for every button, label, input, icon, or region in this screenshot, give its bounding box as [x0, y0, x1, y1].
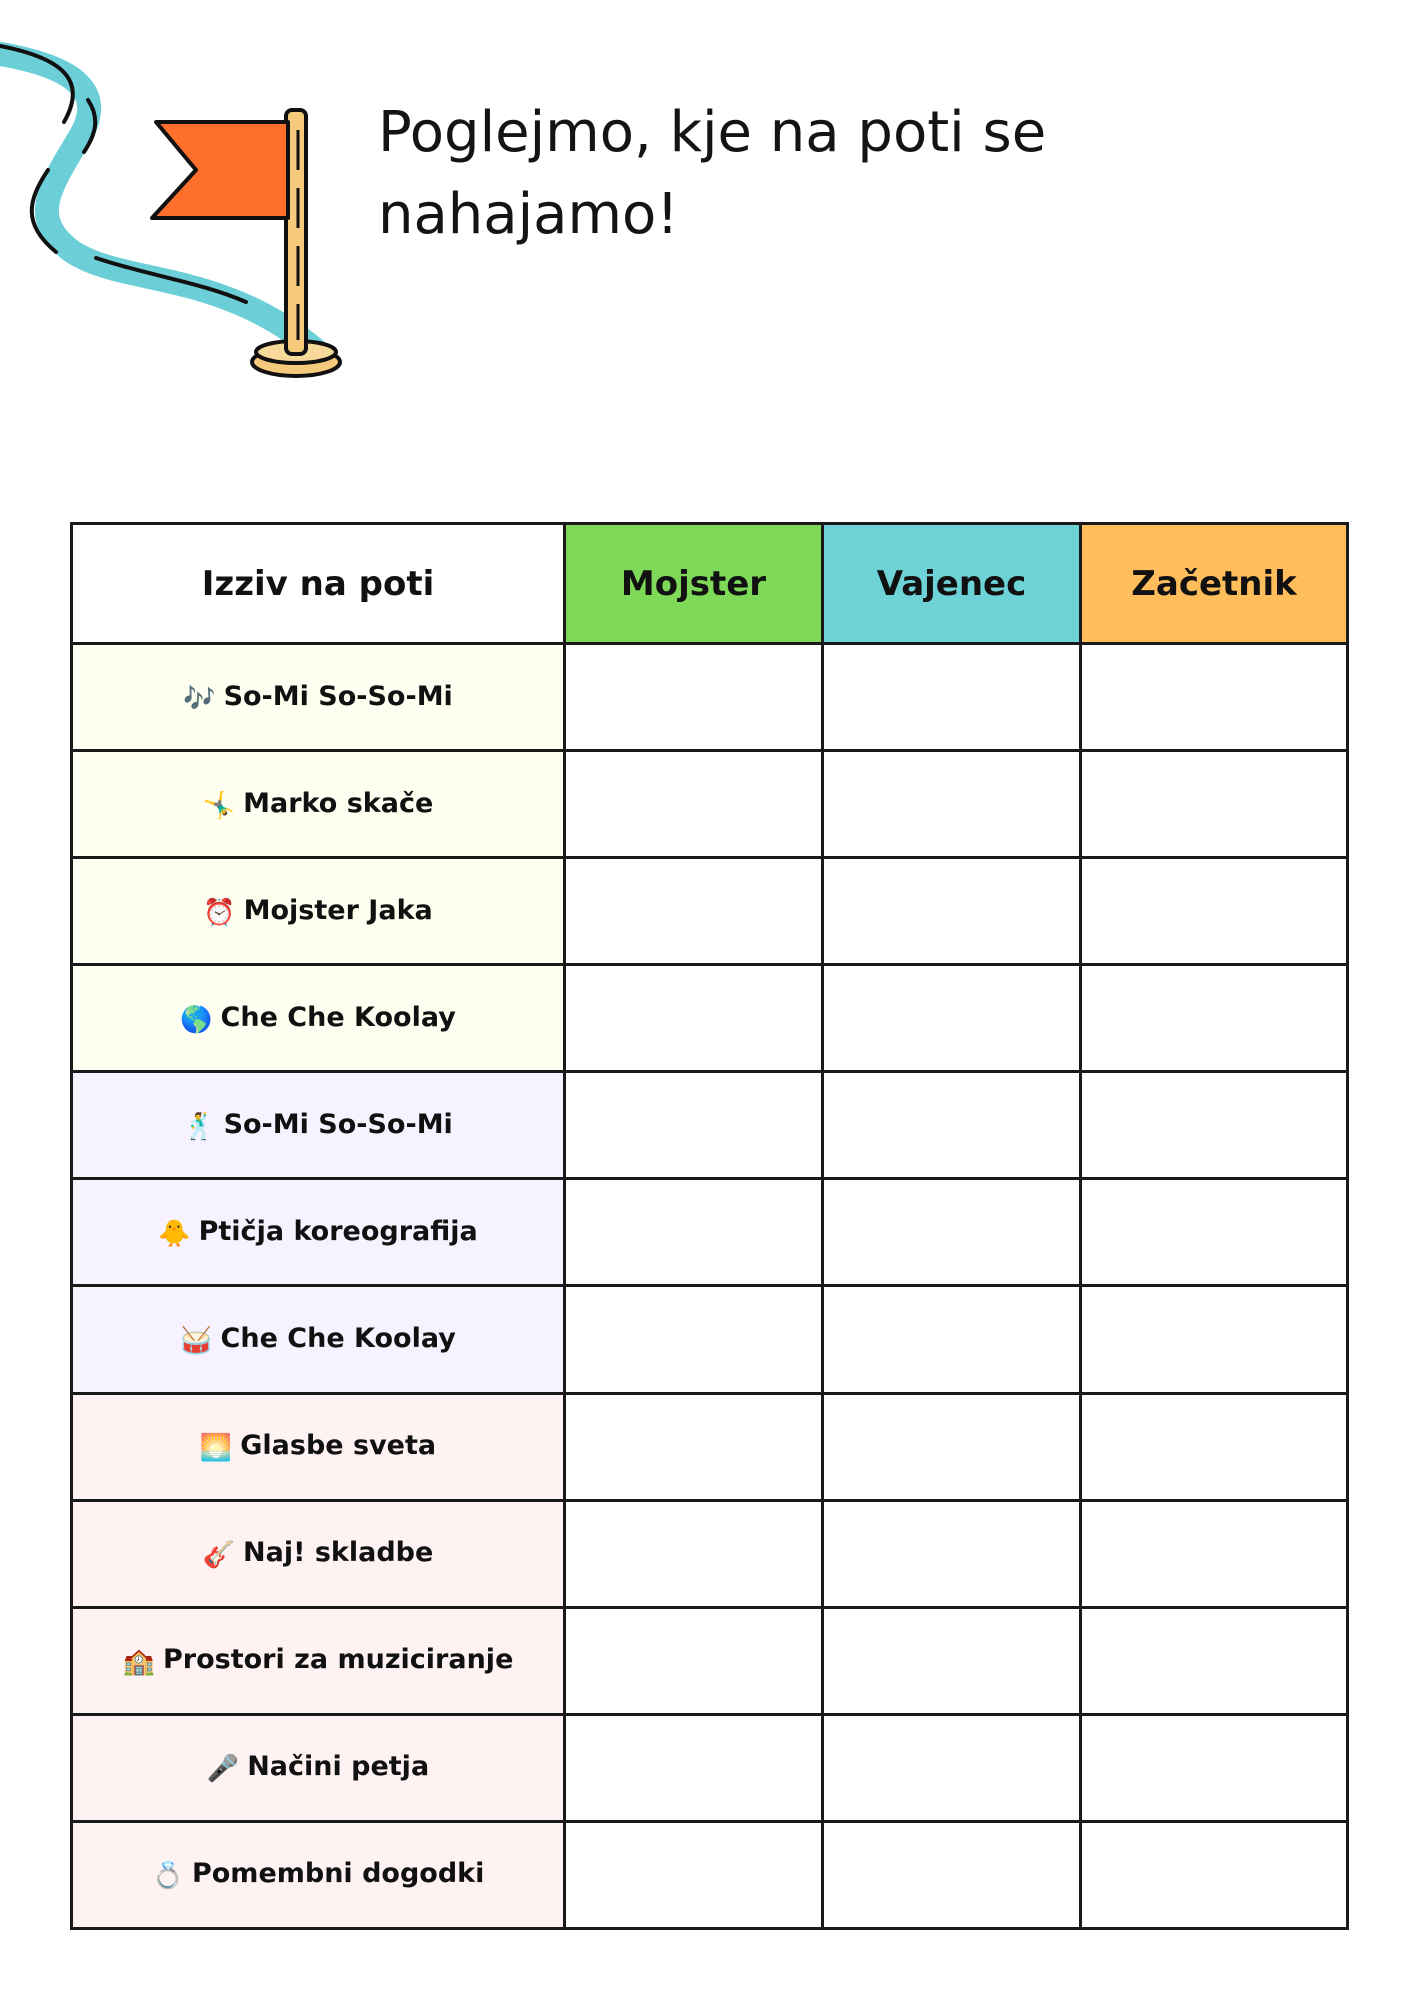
challenge-emoji-icon: 🎶 [183, 683, 216, 714]
table-header-row [72, 524, 1348, 644]
header-beginner: Začetnik [1081, 524, 1348, 644]
progress-cell-beginner[interactable] [1081, 644, 1348, 751]
challenge-emoji-icon: 🎤 [206, 1754, 240, 1785]
progress-cell-apprentice[interactable] [823, 1286, 1081, 1393]
challenge-label-cell [72, 644, 565, 751]
challenge-label: So-Mi So-So-Mi [223, 1108, 453, 1140]
challenge-label: Prostori za muziciranje [162, 1644, 514, 1676]
progress-cell-apprentice[interactable] [823, 1393, 1081, 1500]
progress-cell-master[interactable] [565, 1286, 823, 1393]
progress-cell-master[interactable] [565, 1179, 823, 1286]
challenge-label: Che Che Koolay [220, 1001, 456, 1033]
challenge-label: Načini petja [247, 1751, 430, 1783]
challenge-label: Che Che Koolay [220, 1323, 456, 1354]
page-title [378, 92, 1278, 256]
progress-cell-master[interactable] [565, 1714, 823, 1821]
table-row [72, 1179, 1348, 1286]
challenge-label-cell [72, 1393, 565, 1500]
challenge-label-cell [72, 1500, 565, 1607]
progress-cell-beginner[interactable] [1081, 858, 1348, 965]
progress-cell-apprentice[interactable] [823, 751, 1081, 858]
progress-cell-beginner[interactable] [1081, 1500, 1348, 1607]
challenge-emoji-icon: 🕺 [183, 1111, 216, 1142]
progress-cell-apprentice[interactable] [823, 1500, 1081, 1607]
progress-cell-beginner[interactable] [1081, 1286, 1348, 1393]
progress-cell-beginner[interactable] [1081, 751, 1348, 858]
header-challenge: Izziv na poti [72, 524, 565, 644]
challenge-label-cell [72, 965, 565, 1072]
table-row [72, 1714, 1348, 1821]
challenge-label-cell [72, 751, 565, 858]
progress-cell-master[interactable] [565, 751, 823, 858]
challenge-label-cell [72, 858, 565, 965]
challenge-emoji-icon: 🎸 [202, 1540, 236, 1571]
table-row [72, 965, 1348, 1072]
progress-cell-master[interactable] [565, 644, 823, 751]
progress-cell-beginner[interactable] [1081, 1393, 1348, 1500]
progress-cell-master[interactable] [565, 1072, 823, 1179]
challenge-label: Marko skače [243, 787, 434, 819]
progress-cell-beginner[interactable] [1081, 1179, 1348, 1286]
header-apprentice: Vajenec [823, 524, 1081, 644]
progress-cell-master[interactable] [565, 1393, 823, 1500]
challenge-emoji-icon: 🤸‍♂️ [202, 790, 236, 821]
progress-cell-beginner[interactable] [1081, 965, 1348, 1072]
table-row [72, 1821, 1348, 1928]
challenge-label: Mojster Jaka [243, 894, 433, 926]
progress-cell-master[interactable] [565, 1821, 823, 1928]
progress-cell-master[interactable] [565, 965, 823, 1072]
progress-cell-master[interactable] [565, 1500, 823, 1607]
progress-cell-apprentice[interactable] [823, 1072, 1081, 1179]
progress-cell-master[interactable] [565, 858, 823, 965]
challenge-emoji-icon: 💍 [151, 1861, 184, 1892]
challenge-label-cell [72, 1072, 565, 1179]
challenge-emoji-icon: 🐥 [158, 1218, 191, 1249]
table-row [72, 1286, 1348, 1393]
progress-cell-apprentice[interactable] [823, 1821, 1081, 1928]
progress-cell-apprentice[interactable] [823, 1607, 1081, 1714]
progress-cell-apprentice[interactable] [823, 644, 1081, 751]
challenge-emoji-icon: 🌎 [180, 1004, 213, 1035]
table-row [72, 644, 1348, 751]
progress-cell-beginner[interactable] [1081, 1714, 1348, 1821]
progress-cell-apprentice[interactable] [823, 965, 1081, 1072]
challenge-label: Pomembni dogodki [191, 1858, 485, 1890]
progress-table [70, 522, 1349, 1930]
progress-cell-master[interactable] [565, 1607, 823, 1714]
challenge-label: Ptičja koreografija [198, 1215, 478, 1247]
challenge-label: Naj! skladbe [243, 1537, 434, 1569]
path-flag-illustration [0, 40, 360, 400]
table-row [72, 1393, 1348, 1500]
challenge-label: Glasbe sveta [240, 1430, 437, 1462]
progress-cell-apprentice[interactable] [823, 858, 1081, 965]
table-row [72, 1500, 1348, 1607]
progress-cell-beginner[interactable] [1081, 1072, 1348, 1179]
progress-cell-apprentice[interactable] [823, 1179, 1081, 1286]
table-row [72, 751, 1348, 858]
table-row [72, 1072, 1348, 1179]
table-row [72, 858, 1348, 965]
challenge-label: So-Mi So-So-Mi [223, 680, 453, 712]
challenge-label-cell [72, 1714, 565, 1821]
progress-cell-apprentice[interactable] [823, 1714, 1081, 1821]
challenge-label-cell [72, 1286, 565, 1393]
page-title-line1: Poglejmo, kje na poti se [378, 100, 1047, 165]
challenge-emoji-icon: 🥁 [180, 1326, 213, 1356]
challenge-emoji-icon: ⏰ [203, 897, 236, 928]
challenge-label-cell [72, 1179, 565, 1286]
table-row [72, 1607, 1348, 1714]
challenge-label-cell [72, 1821, 565, 1928]
challenge-emoji-icon: 🌅 [199, 1433, 233, 1464]
progress-cell-beginner[interactable] [1081, 1821, 1348, 1928]
progress-cell-beginner[interactable] [1081, 1607, 1348, 1714]
page-title-line2: nahajamo! [378, 182, 679, 247]
challenge-label-cell [72, 1607, 565, 1714]
challenge-emoji-icon: 🏫 [122, 1647, 155, 1678]
header-master: Mojster [565, 524, 823, 644]
